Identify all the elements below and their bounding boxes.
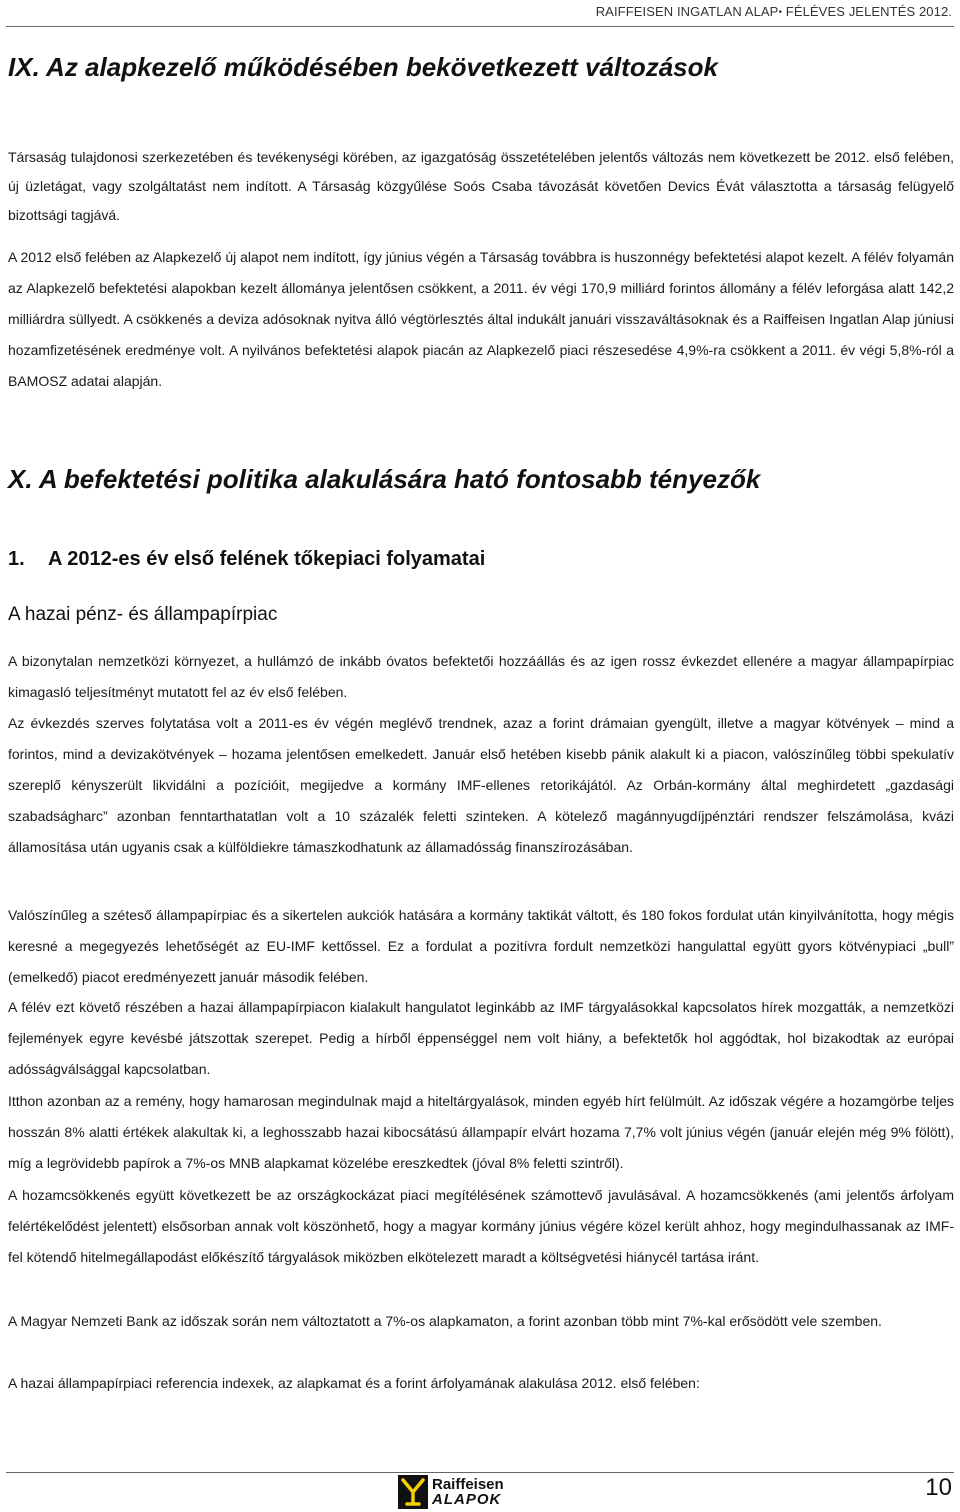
header-report-title: FÉLÉVES JELENTÉS 2012. xyxy=(782,4,952,19)
subsection-number: 1. xyxy=(8,548,25,570)
section-9-paragraph-2: A 2012 első felében az Alapkezelő új alapot nem indított, így június végén a Társaság továbbra is huszonnégy befektetési alapot kezelt. A félév folyamán az Alapkezelő befektetési alapokban kezelt állománya jelentősen csökkent, a 2011. év végi 170,9 milliárd forintos állomány a félév leforgása alatt 142,2 milliárdra süllyedt. A csökkenés a deviza adósoknak nyitva álló végtörlesztés által indukált januári visszaváltásoknak és a Raiffeisen Ingatlan Alap júniusi hozamfizetésének eredménye volt. A nyilvános befektetési alapok piacán az Alapkezelő piaci részesedése 4,9%-ra csökkent a 2011. év végi 5,8%-ról a BAMOSZ adatai alapján. xyxy=(8,249,954,389)
page-number: 10 xyxy=(925,1474,952,1501)
paragraph-9: A Magyar Nemzeti Bank az időszak során nem változtatott a 7%-os alapkamaton, a forint azonban több mint 7%-kal erősödött vele szemben. xyxy=(8,1313,882,1329)
section-9-heading: IX. Az alapkezelő működésében bekövetkezett változások xyxy=(8,52,718,82)
section-9-paragraph-1: Társaság tulajdonosi szerkezetében és tevékenységi körében, az igazgatóság összetételében jelentős változás nem következett be 2012. első felében, új üzletágat, vagy szolgáltatást nem indított. A Társaság közgyűlése Soós Csaba távozását követően Devics Évát választotta a társaság felügyelő bizottsági tagjává. xyxy=(8,149,954,223)
gable-cross-icon xyxy=(398,1475,428,1509)
logo-line-2: ALAPOK xyxy=(432,1491,502,1508)
subsection-title: A 2012-es év első felének tőkepiaci folyamatai xyxy=(48,548,486,570)
paragraph-10: A hazai állampapírpiaci referencia indexek, az alapkamat és a forint árfolyamának alakulása 2012. első felében: xyxy=(8,1375,700,1391)
topic-heading: A hazai pénz- és állampapírpiac xyxy=(8,604,278,625)
logo-line-1: Raiffeisen xyxy=(432,1476,504,1493)
footer-divider xyxy=(6,1472,954,1473)
logo-text xyxy=(432,1477,504,1507)
paragraph-5: Valószínűleg a széteső állampapírpiac és a sikertelen aukciók hatására a kormány taktikát váltott, és 180 fokos fordulat után kinyilvánította, hogy mégis keresné a megegyezés lehetőségét az EU-IMF kettőssel. Ez a fordulat a pozitívra fordult nemzetközi hangulattal együtt gyors kötvénypiaci „bull” (emelkedő) piacot eredményezett január második felében. xyxy=(8,907,954,985)
paragraph-6: A félév ezt követő részében a hazai állampapírpiacon kialakult hangulatot leginkább az IMF tárgyalásokkal kapcsolatos hírek mozgatták, a nemzetközi fejlemények egyre kevésbé játszottak szerepet. Pedig a hírből éppenséggel nem volt hiány, a befektetők hol aggódtak, hol bizakodtak az európai adósságválsággal kapcsolatban. xyxy=(8,999,954,1077)
subsection-1-heading xyxy=(8,548,485,571)
paragraph-8: A hozamcsökkenés együtt következett be az országkockázat piaci megítélésének számottevő javulásával. A hozamcsökkenés (ami jelentős árfolyam felértékelődést jelentett) elsősorban annak volt köszönhető, hogy a magyar kormány június végére közel került ahhoz, hogy megindulhassanak az IMF-fel kötendő hitelmegállapodást előkészítő tárgyalások miközben elkötelezett maradt a költségvetési hiánycél tartása iránt. xyxy=(8,1187,954,1265)
paragraph-3: A bizonytalan nemzetközi környezet, a hullámzó de inkább óvatos befektetői hozzáállás és az igen rossz évkezdet ellenére a magyar állampapírpiac kimagasló teljesítményt mutatott fel az év első felében. xyxy=(8,653,954,700)
running-header xyxy=(596,4,952,19)
section-10-heading: X. A befektetési politika alakulására ható fontosabb tényezők xyxy=(8,464,761,494)
paragraph-4: Az évkezdés szerves folytatása volt a 2011-es év végén meglévő trendnek, azaz a forint drámaian gyengült, illetve a magyar kötvények – mind a forintos, mind a devizakötvények – hozama jelentősen emelkedett. Január első hetében kisebb pánik alakult ki a piacon, valószínűleg többi spekulatív szereplő kényszerült likvidálni a pozícióit, megijedve a kormány IMF-ellenes retorikájától. Az Orbán-kormány által meghirdetett „gazdasági szabadságharc” azonban fenntarthatatlan volt a 10 százalék feletti szinteken. A kötelező magánnyugdíjpénztári rendszer felszámolása, kvázi államosítása után ugyanis csak a külföldiekre támaszkodhatunk az államadósság finanszírozásában. xyxy=(8,715,954,855)
header-bullet: • xyxy=(778,7,783,18)
paragraph-7: Itthon azonban az a remény, hogy hamarosan megindulnak majd a hiteltárgyalások, minden egyéb hírt felülmúlt. Az időszak végére a hozamgörbe teljes hosszán 8% alatti értékek alakultak ki, a leghosszabb hazai kibocsátású állampapír elvárt hozama 7,7% volt június végén (január elején még 9% fölött), míg a legrövidebb papírok a 7%-os MNB alapkamat közelébe ereszkedtek (jóval 8% feletti szintről). xyxy=(8,1093,954,1171)
header-fund-name: RAIFFEISEN INGATLAN ALAP xyxy=(595,4,779,19)
raiffeisen-logo xyxy=(398,1474,518,1510)
header-divider xyxy=(6,26,954,27)
